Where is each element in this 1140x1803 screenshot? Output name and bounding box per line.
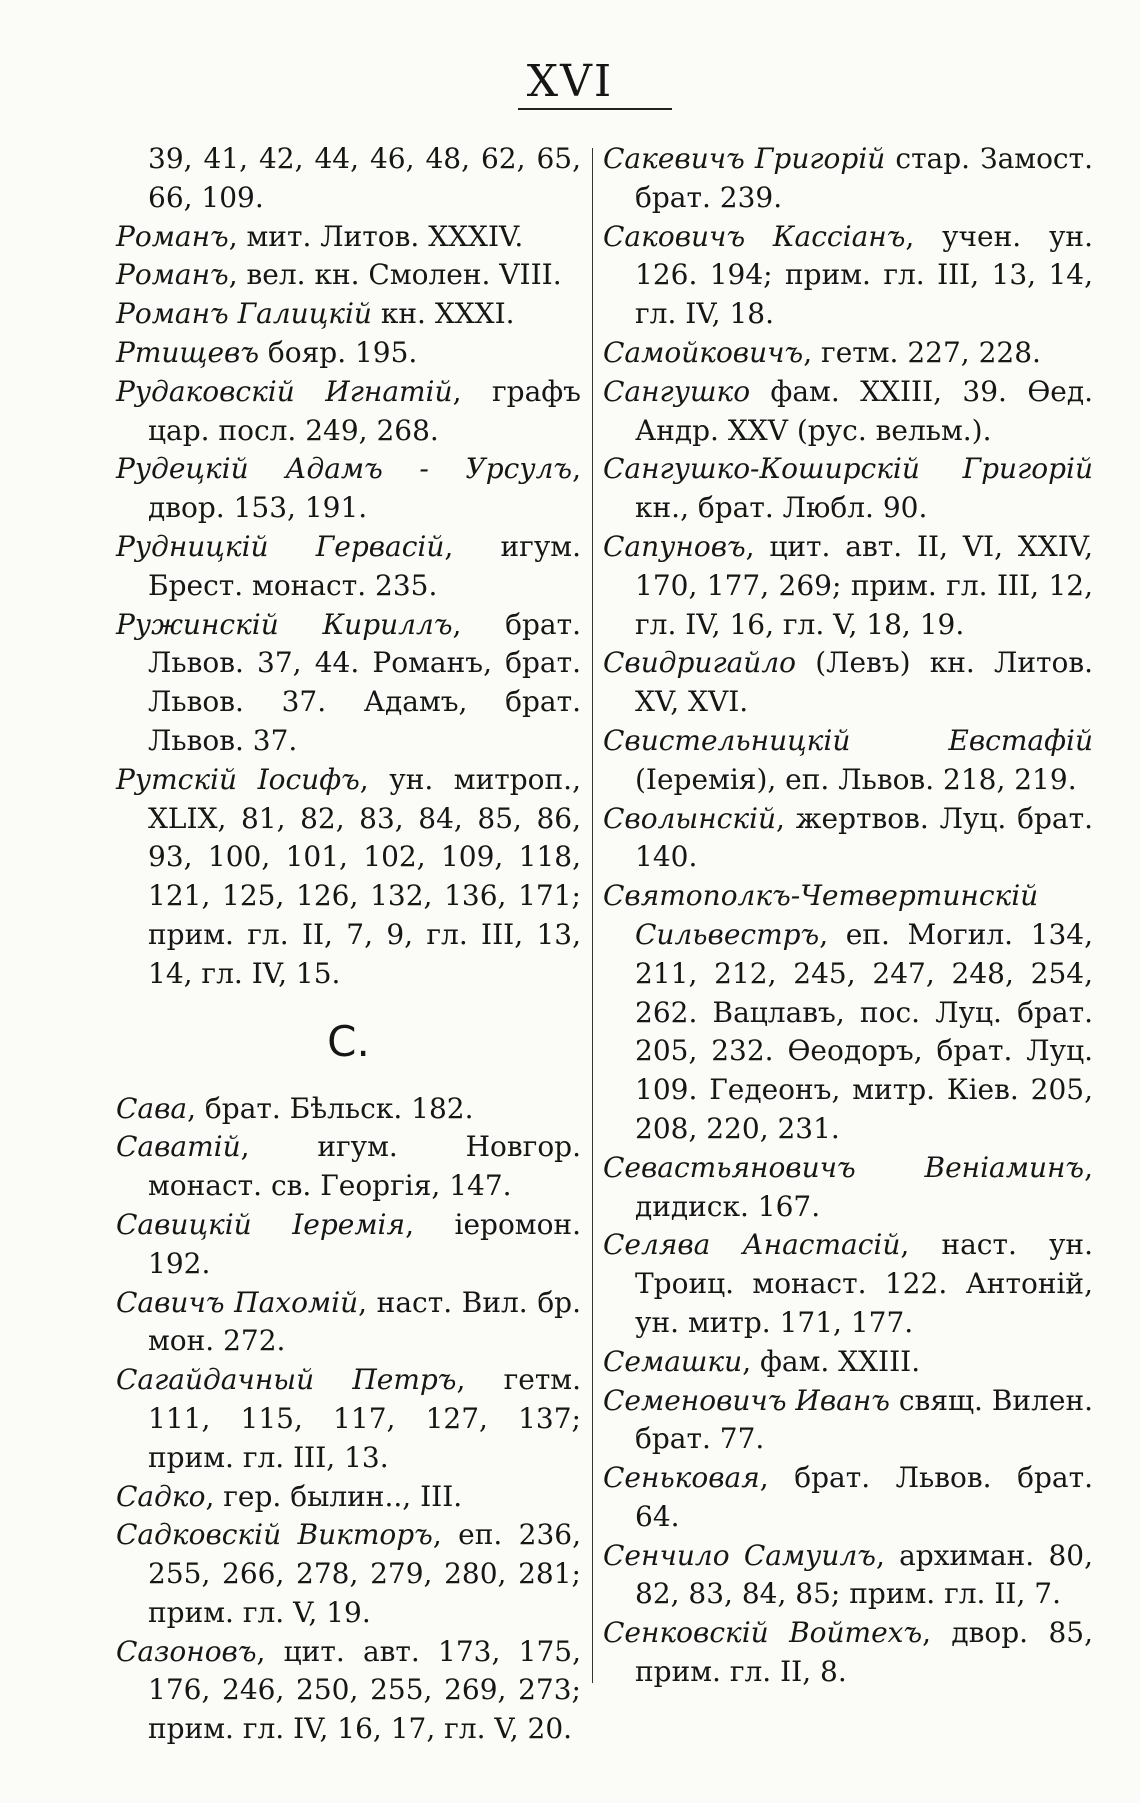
entry-name: Романъ [116,219,229,253]
entry-name: Свистельницкій Евстафій [603,723,1093,757]
entry-text: , графъ цар. посл. 249, 268. [148,374,581,447]
entry-text: , ун. митроп., XLIX, 81, 82, 83, 84, 85, 86, 93, 100, 101, 102, 109, 118, 121, 125, 126, 132, 136, 171; прим. гл. II, 7, 9, гл. III, 13, 14, гл. IV, 15. [148,762,581,990]
entry-text: , учен. ун. 126. 194; прим. гл. III, 13, 14, гл. IV, 18. [635,219,1093,331]
index-entry [603,218,1093,334]
entry-text: , дидиск. 167. [635,1150,1093,1223]
index-entry [603,1149,1093,1227]
index-entry [116,1206,581,1284]
entry-name: Самойковичъ [603,335,804,369]
entry-name: Савицкій Іеремія [116,1207,406,1241]
entry-text: (Іеремія), еп. Львов. 218, 219. [635,762,1077,796]
entry-name: Рудецкій Адамъ - Урсулъ [116,452,573,486]
entry-text: кн., брат. Любл. 90. [635,491,928,525]
entry-name: Садковскій Викторъ [116,1518,433,1552]
entry-name: Саватій [116,1130,241,1164]
index-entry [603,1343,1093,1382]
entry-text: бояр. 195. [258,335,418,369]
entry-text: , іеромон. 192. [148,1207,581,1280]
entry-name: Садко [116,1479,206,1513]
page-number: XVI [526,56,614,107]
entry-text: , двор. 85, прим. гл. II, 8. [635,1616,1093,1689]
entry-name: Савичъ Пахомій [116,1285,359,1319]
entry-text: , еп. 236, 255, 266, 278, 279, 280, 281; прим. гл. V, 19. [148,1518,581,1629]
index-entry [116,1478,581,1517]
entry-text: кн. XXXI. [371,297,515,331]
entry-name: Ртищевъ [116,335,259,369]
index-entry [116,528,581,606]
index-entry [603,528,1093,644]
column-divider [592,148,593,1683]
entry-text: , вел. кн. Смолен. VIII. [228,258,562,292]
entry-text: , игум. Брест. монаст. 235. [148,529,581,602]
entry-name: Свидригайло [603,646,797,680]
index-entry [603,877,1093,1149]
entry-name: Сакевичъ Григорій [603,142,886,175]
entry-text: свящ. Вилен. брат. 77. [635,1383,1093,1456]
entry-text: 39, 41, 42, 44, 46, 48, 62, 65, 66, 109. [148,142,581,214]
entry-text: , брат. Львов. 37, 44. Романъ, брат. Львов. 37. Адамъ, брат. Львов. 37. [148,607,582,757]
index-entry [116,218,581,257]
entry-name: Сеньковая [603,1461,760,1495]
entry-text: , мит. Литов. XXXIV. [228,219,524,253]
entry-text: , наст. Вил. бр. мон. 272. [148,1285,582,1358]
entry-text: , брат. Бѣльск. 182. [187,1091,474,1125]
entry-name: Семашки [603,1344,743,1378]
index-entry [116,1284,581,1362]
index-entry [116,1090,581,1129]
entry-name: Ружинскій Кириллъ [116,607,453,641]
index-entry [116,256,581,295]
entry-name: Семеновичъ Иванъ [603,1383,890,1417]
index-entry [116,140,581,218]
entry-text: , игум. Новгор. монаст. св. Георгія, 147. [148,1130,581,1203]
entry-name: Селява Анастасій [603,1228,901,1262]
index-entry [603,800,1093,878]
index-entry [116,606,581,761]
left-entries-bottom [116,1090,581,1750]
entry-name: Сагайдачный Петръ [116,1363,457,1397]
entry-name: Сенковскій Войтехъ [603,1616,923,1650]
entry-text: , фам. XXIII. [742,1344,921,1378]
entry-text: , наст. ун. Троиц. монаст. 122. Антоній, ун. митр. 171, 177. [635,1228,1093,1339]
entry-text: , гетм. 227, 228. [803,335,1041,369]
index-entry [603,373,1093,451]
index-entry [603,1537,1093,1615]
left-column [116,140,581,1749]
entry-text: , цит. авт. II, VI, XXIV, 170, 177, 269; прим. гл. III, 12, гл. IV, 16, гл. V, 18, 19. [635,529,1093,641]
left-entries-top [116,140,581,994]
entry-name: Сволынскій [603,801,777,835]
entry-text: , еп. Могил. 134, 211, 212, 245, 247, 248, 254, 262. Вацлавъ, пос. Луц. брат. 205, 232. Ѳеодоръ, брат. Луц. 109. Гедеонъ, митр. Кіев. 205, 208, 220, 231. [635,917,1093,1145]
index-entry [116,334,581,373]
entry-name: Романъ Галицкій [116,297,372,331]
entry-name: Сава [116,1091,188,1125]
index-entry [603,140,1093,218]
entry-name: Сангушко [603,374,751,408]
entry-name: Рудницкій Гервасій [116,529,445,563]
index-entry [116,373,581,451]
entry-name: Рудаковскій Игнатій [116,374,453,408]
index-entry [603,1459,1093,1537]
entry-name: Саковичъ Кассіанъ [603,219,906,253]
index-entry [116,450,581,528]
entry-name: Сангушко-Коширскій Григорій [603,452,1093,486]
entry-text: , цит. авт. 173, 175, 176, 246, 250, 255, 269, 273; прим. гл. IV, 16, 17, гл. V, 20. [148,1634,581,1746]
index-entry [116,1128,581,1206]
index-entry [603,722,1093,800]
section-letter: С. [327,1016,370,1066]
index-entry [116,1361,581,1477]
entry-name: Святополкъ-Четвертинскій Сильвестръ [603,879,1039,951]
entry-name: Севастьяновичъ Веніаминъ [603,1150,1085,1184]
entry-name: Сазоновъ [116,1634,257,1668]
index-entry [116,1516,581,1632]
right-column [603,140,1093,1692]
entry-text: фам. XXIII, 39. Ѳед. Андр. XXV (рус. вельм.). [635,374,1093,447]
entry-text: , двор. 153, 191. [148,452,581,525]
entry-text: стар. Замост. брат. 239. [635,142,1093,214]
index-entry [603,450,1093,528]
entry-name: Сенчило Самуилъ [603,1538,876,1572]
index-entry [603,1614,1093,1692]
entry-text: (Левъ) кн. Литов. XV, XVI. [635,646,1093,719]
index-entry [116,761,581,994]
entry-name: Рутскій Іосифъ [116,762,360,796]
entry-text: , гетм. 111, 115, 117, 127, 137; прим. гл. III, 13. [148,1363,581,1474]
header-rule [518,108,672,110]
index-entry [603,334,1093,373]
index-entry [116,1633,581,1749]
entry-text: , гер. былин.., III. [205,1479,463,1513]
entry-text: , брат. Львов. брат. 64. [635,1461,1093,1533]
index-entry [603,644,1093,722]
index-entry [603,1226,1093,1342]
entry-name: Сапуновъ [603,529,746,563]
index-entry [603,1382,1093,1460]
entry-name: Романъ [116,258,229,292]
index-entry [116,295,581,334]
entry-text: , архиман. 80, 82, 83, 84, 85; прим. гл. II, 7. [635,1538,1093,1611]
entry-text: , жертвов. Луц. брат. 140. [635,801,1093,874]
